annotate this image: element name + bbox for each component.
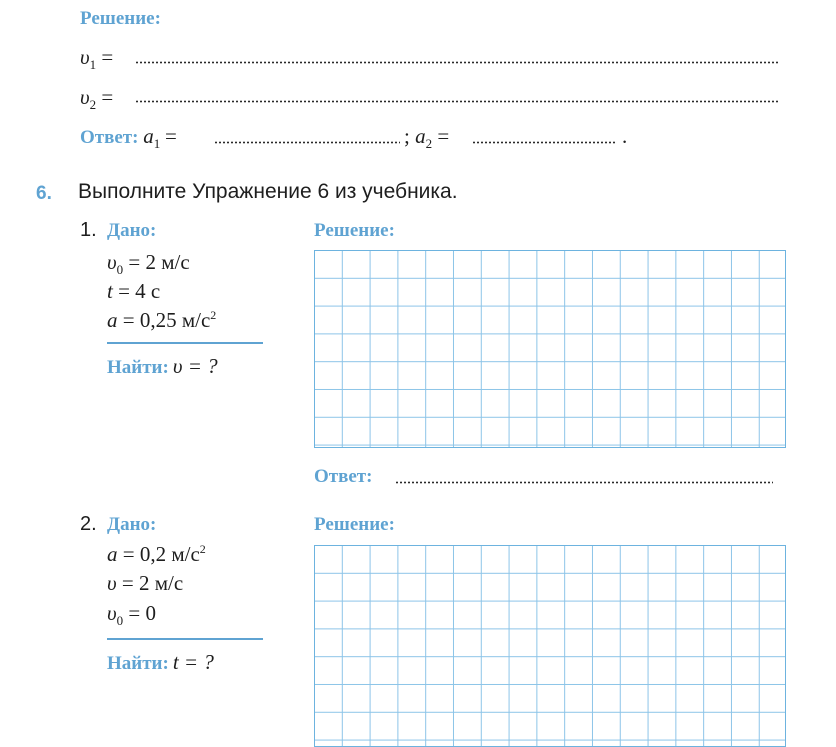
top-solution-heading: Решение: [80, 8, 161, 29]
ex2-solution-grid[interactable] [314, 545, 786, 747]
ex2-find-expr: t = ? [172, 650, 214, 674]
top-answer-row: Ответ: $a_1$ = [80, 124, 177, 151]
a2-answer-line[interactable] [472, 141, 616, 144]
ex1-solution-grid[interactable] [314, 250, 786, 448]
ex1-given-item: t = 4 с [107, 279, 161, 303]
ex1-given-item: a = 0,25 $м/с^2$ [107, 308, 217, 332]
ex1-number: 1. [80, 219, 97, 241]
task-number: 6. [36, 183, 52, 204]
v1-answer-line[interactable] [135, 61, 779, 64]
ex2-divider [107, 638, 263, 640]
ex2-solution-label: Решение: [314, 514, 395, 535]
ex2-find-row [107, 650, 214, 675]
ex1-find-row [107, 354, 218, 379]
ex1-answer-line[interactable] [395, 481, 773, 484]
answer-period: . [622, 124, 628, 148]
ex1-answer-label: Ответ: [314, 466, 373, 487]
v1-label: $\upsilon_1$ = [80, 45, 114, 72]
ex1-find-expr: υ = ? [172, 354, 218, 378]
ex1-given-item: $\upsilon_0 = 2$ м/с [107, 250, 190, 277]
top-answer-label: Ответ: [80, 127, 139, 148]
ex1-divider [107, 342, 263, 344]
ex2-given-item: $\upsilon_0 = 0$ [107, 601, 156, 628]
a2-label: ; $a_2$ = [404, 124, 450, 151]
v2-label: $\upsilon_2$ = [80, 85, 114, 112]
ex1-find-label: Найти: [107, 357, 169, 378]
v2-answer-line[interactable] [135, 100, 779, 103]
ex2-given-item: a = 0,2 $м/с^2$ [107, 542, 206, 566]
ex2-given-item: υ = 2 м/с [107, 571, 184, 595]
a1-answer-line[interactable] [214, 141, 400, 144]
ex2-given-label: Дано: [107, 514, 157, 535]
ex2-find-label: Найти: [107, 653, 169, 674]
ex1-solution-label: Решение: [314, 220, 395, 241]
task-title: Выполните Упражнение 6 из учебника. [78, 180, 458, 203]
ex1-given-label: Дано: [107, 220, 157, 241]
ex2-number: 2. [80, 513, 97, 535]
